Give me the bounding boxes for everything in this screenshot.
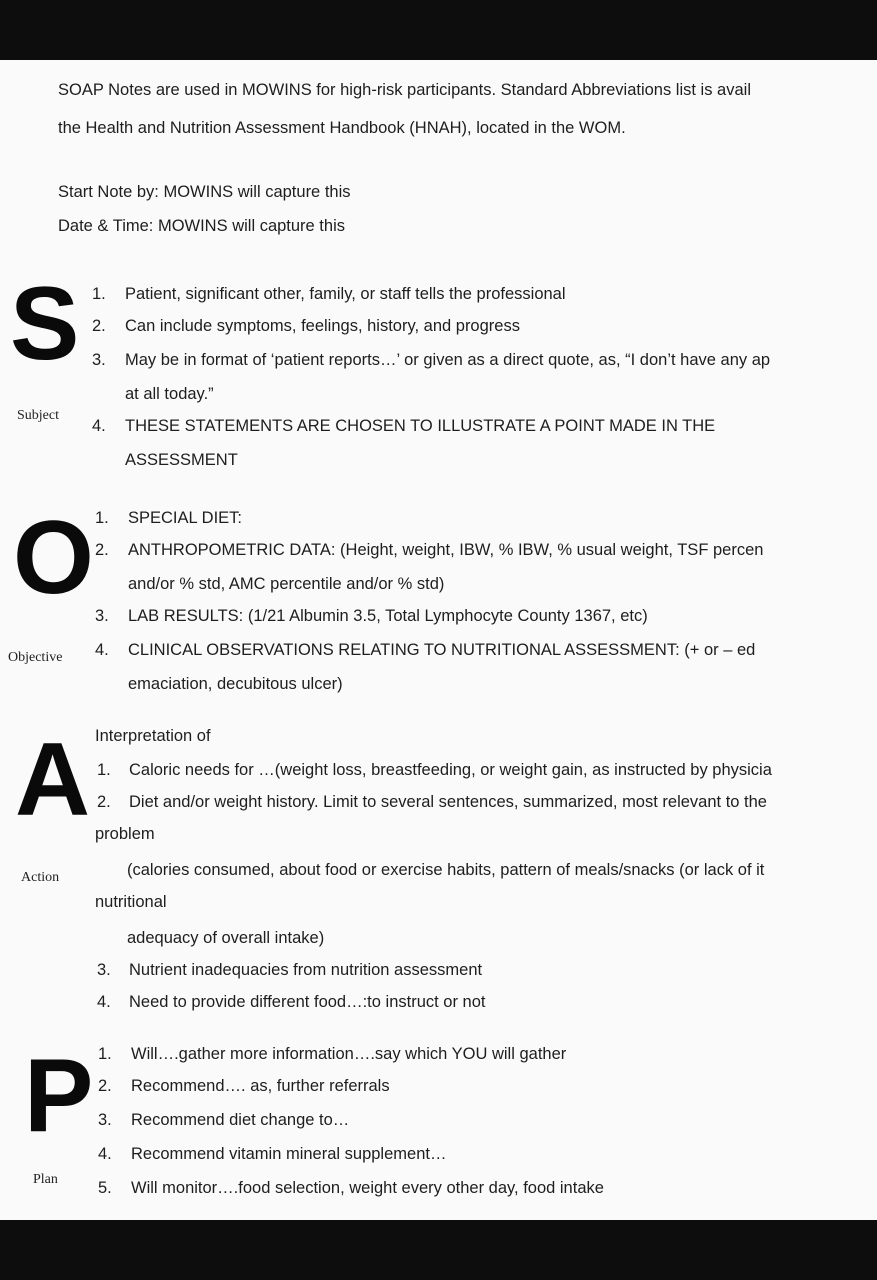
objective-item-num: 3. (95, 607, 109, 625)
subject-item-num: 3. (92, 351, 106, 369)
objective-item-text: and/or % std, AMC percentile and/or % std) (128, 575, 445, 593)
objective-label: Objective (8, 650, 63, 665)
objective-item-text: LAB RESULTS: (1/21 Albumin 3.5, Total Lymphocyte County 1367, etc) (128, 607, 648, 625)
intro-line-2: the Health and Nutrition Assessment Handbook (HNAH), located in the WOM. (58, 119, 626, 137)
objective-item-num: 2. (95, 541, 109, 559)
document-page (0, 60, 877, 1220)
plan-item-text: Recommend…. as, further referrals (131, 1077, 390, 1095)
action-item-text: (calories consumed, about food or exercise habits, pattern of meals/snacks (or lack of it (127, 861, 765, 879)
plan-label: Plan (33, 1172, 58, 1187)
action-letter: A (15, 722, 91, 838)
subject-item-text: ASSESSMENT (125, 451, 238, 469)
subject-item-text: Can include symptoms, feelings, history, and progress (125, 317, 520, 335)
subject-item-num: 2. (92, 317, 106, 335)
date-time-line: Date & Time: MOWINS will capture this (58, 217, 345, 235)
objective-item-text: SPECIAL DIET: (128, 509, 243, 527)
plan-item-text: Will….gather more information….say which YOU will gather (131, 1045, 567, 1063)
intro-line-1: SOAP Notes are used in MOWINS for high-risk participants. Standard Abbreviations list is avail (58, 81, 751, 99)
subject-label: Subject (17, 408, 59, 423)
subject-letter: S (10, 266, 80, 382)
action-heading: Interpretation of (95, 727, 211, 745)
action-item-text: Caloric needs for …(weight loss, breastfeeding, or weight gain, as instructed by physicia (129, 761, 772, 779)
action-item-num: 4. (97, 993, 111, 1011)
plan-item-num: 2. (98, 1077, 112, 1095)
action-item-num: 1. (97, 761, 111, 779)
subject-item-text: THESE STATEMENTS ARE CHOSEN TO ILLUSTRATE A POINT MADE IN THE (125, 417, 716, 435)
subject-item-num: 1. (92, 285, 106, 303)
action-item-text: nutritional (95, 893, 167, 911)
subject-item-text: May be in format of ‘patient reports…’ or given as a direct quote, as, “I don’t have any ap (125, 351, 771, 369)
action-item-text: Need to provide different food…:to instruct or not (129, 993, 486, 1011)
action-label: Action (21, 870, 60, 885)
action-item-num: 3. (97, 961, 111, 979)
objective-item-text: emaciation, decubitous ulcer) (128, 675, 343, 693)
subject-item-num: 4. (92, 417, 106, 435)
plan-item-text: Recommend vitamin mineral supplement… (131, 1145, 447, 1163)
plan-item-num: 5. (98, 1179, 112, 1197)
objective-item-num: 1. (95, 509, 109, 527)
plan-item-num: 1. (98, 1045, 112, 1063)
plan-item-text: Recommend diet change to… (131, 1111, 350, 1129)
objective-item-num: 4. (95, 641, 109, 659)
action-item-text: Diet and/or weight history. Limit to several sentences, summarized, most relevant to the (129, 793, 767, 811)
objective-item-text: CLINICAL OBSERVATIONS RELATING TO NUTRITIONAL ASSESSMENT: (+ or – ed (128, 641, 756, 659)
action-item-text: Nutrient inadequacies from nutrition assessment (129, 961, 483, 979)
plan-item-num: 3. (98, 1111, 112, 1129)
action-item-text: problem (95, 825, 155, 843)
objective-item-text: ANTHROPOMETRIC DATA: (Height, weight, IBW, % IBW, % usual weight, TSF percen (128, 541, 764, 559)
subject-item-text: Patient, significant other, family, or staff tells the professional (125, 285, 566, 303)
plan-letter: P (24, 1038, 94, 1154)
action-item-num: 2. (97, 793, 111, 811)
plan-item-num: 4. (98, 1145, 112, 1163)
action-item-text: adequacy of overall intake) (127, 929, 325, 947)
subject-item-text: at all today.” (125, 385, 214, 403)
plan-item-text: Will monitor….food selection, weight every other day, food intake (131, 1179, 604, 1197)
start-note-line: Start Note by: MOWINS will capture this (58, 183, 351, 201)
objective-letter: O (13, 500, 94, 616)
